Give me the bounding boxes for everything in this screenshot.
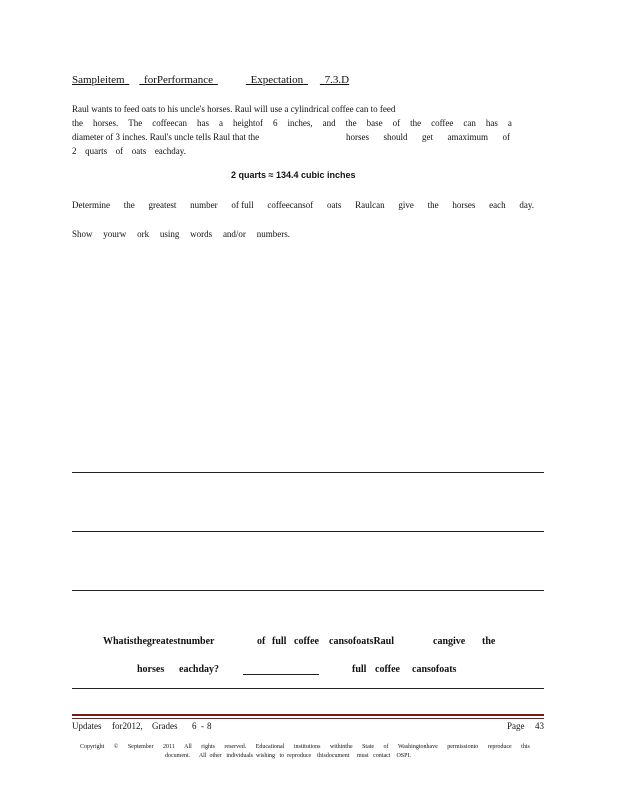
word: horses	[346, 132, 369, 142]
word: base	[366, 118, 383, 128]
word: the	[482, 636, 496, 647]
word: the	[345, 118, 357, 128]
page-number-value: 43	[535, 721, 544, 731]
work-area-rule-3	[72, 590, 544, 591]
word: this	[521, 744, 530, 750]
word: Washingtonhave	[397, 744, 438, 750]
footer-rule-thin	[72, 718, 544, 719]
problem-line-3-left: diameter of 3 inches. Raul's uncle tells Raul that the	[72, 132, 260, 142]
word: eachday?	[179, 664, 219, 675]
word: full	[352, 664, 367, 675]
page-number	[507, 721, 544, 731]
word: a	[507, 118, 512, 128]
word: cansofoats	[412, 664, 457, 675]
copyright-line-2: document. All other individuals wishing to reproduce thisdocument must contact OSPI.	[165, 753, 411, 759]
word: coffee	[375, 664, 400, 675]
word: has	[197, 118, 209, 128]
word: of	[257, 636, 266, 647]
word: of	[502, 132, 510, 142]
word: -	[201, 721, 204, 731]
word: reserved.	[224, 744, 247, 750]
word: oats	[326, 200, 342, 210]
word: All	[184, 744, 192, 750]
heading-part-1: Sampleitem	[72, 74, 125, 86]
word: number	[190, 200, 218, 210]
word: Copyright	[80, 744, 105, 750]
work-area-rule-1	[72, 472, 544, 473]
word: Updates	[72, 721, 102, 731]
word: coffeecansof	[267, 200, 314, 210]
word: Whatisthegreatestnumber	[103, 636, 215, 647]
word: 8	[207, 721, 212, 731]
word: day.	[519, 200, 534, 210]
word: has	[485, 118, 498, 128]
word: The	[128, 118, 143, 128]
word: amaximum	[447, 132, 488, 142]
word: get	[421, 132, 433, 142]
word: Educational	[255, 744, 285, 750]
word: ork	[137, 229, 150, 239]
word: of full	[231, 200, 254, 210]
word: the	[72, 118, 83, 128]
heading-part-4: 7.3.D	[324, 74, 350, 86]
word: each	[489, 200, 506, 210]
word: heightof	[232, 118, 263, 128]
show-work-line	[72, 229, 290, 239]
word: the	[123, 200, 135, 210]
determine-line	[72, 200, 534, 210]
word: give	[398, 200, 414, 210]
page-heading	[72, 74, 349, 86]
page-label: Page	[507, 721, 525, 731]
word: yourw	[103, 229, 127, 239]
word: Show	[72, 229, 93, 239]
word: of	[115, 146, 124, 156]
word: rights	[201, 744, 215, 750]
footer-left	[72, 721, 214, 733]
problem-line-2	[72, 118, 512, 128]
word: cansofoatsRaul	[329, 636, 395, 647]
word: greatest	[148, 200, 177, 210]
word: horses	[137, 664, 165, 675]
word: State	[362, 744, 375, 750]
heading-part-3: Expectation	[250, 74, 304, 86]
word: quarts	[85, 146, 108, 156]
word: can	[463, 118, 476, 128]
word: reproduce	[487, 744, 512, 750]
word: ©	[113, 744, 119, 750]
word: horses	[452, 200, 476, 210]
problem-line-4	[72, 146, 186, 156]
word: full	[272, 636, 287, 647]
word: a	[218, 118, 223, 128]
word: of	[392, 118, 401, 128]
word: withinthe	[329, 744, 353, 750]
word: should	[383, 132, 408, 142]
word: Grades	[152, 721, 178, 731]
word: the	[410, 118, 422, 128]
conversion-note: 2 quarts ≈ 134.4 cubic inches	[231, 170, 356, 180]
answer-question-line-2	[137, 664, 457, 678]
word: 2011	[162, 744, 175, 750]
word: 6	[192, 721, 197, 731]
word: oats	[131, 146, 147, 156]
word: September	[127, 744, 154, 750]
word: Raulcan	[355, 200, 385, 210]
work-area-rule-2	[72, 531, 544, 532]
word: coffeecan	[152, 118, 188, 128]
answer-question-line-1	[103, 636, 495, 650]
problem-line-1: Raul wants to feed oats to his uncle's horses. Raul will use a cylindrical coffee can to feed	[72, 104, 396, 114]
word: inches,	[287, 118, 313, 128]
word: numbers.	[256, 229, 290, 239]
word: permissionto	[447, 744, 479, 750]
heading-part-2: forPerformance	[144, 74, 214, 86]
word: and	[322, 118, 336, 128]
word: 2	[72, 146, 77, 156]
word: 6	[272, 118, 278, 128]
word: Determine	[72, 200, 110, 210]
word: the	[427, 200, 439, 210]
word: horses.	[92, 118, 119, 128]
word: coffee	[294, 636, 319, 647]
word: words	[190, 229, 213, 239]
word: for2012,	[112, 721, 143, 731]
answer-blank[interactable]	[243, 664, 319, 675]
answer-bottom-rule	[72, 688, 544, 689]
word: using	[159, 229, 180, 239]
word: and/or	[222, 229, 246, 239]
word: of	[383, 744, 389, 750]
footer-rule-thick	[72, 714, 544, 716]
word: coffee	[431, 118, 454, 128]
word: institutions	[293, 744, 321, 750]
problem-line-3-right	[346, 132, 510, 142]
word: eachday.	[154, 146, 186, 156]
copyright-line-1	[80, 744, 530, 750]
word: cangive	[433, 636, 466, 647]
